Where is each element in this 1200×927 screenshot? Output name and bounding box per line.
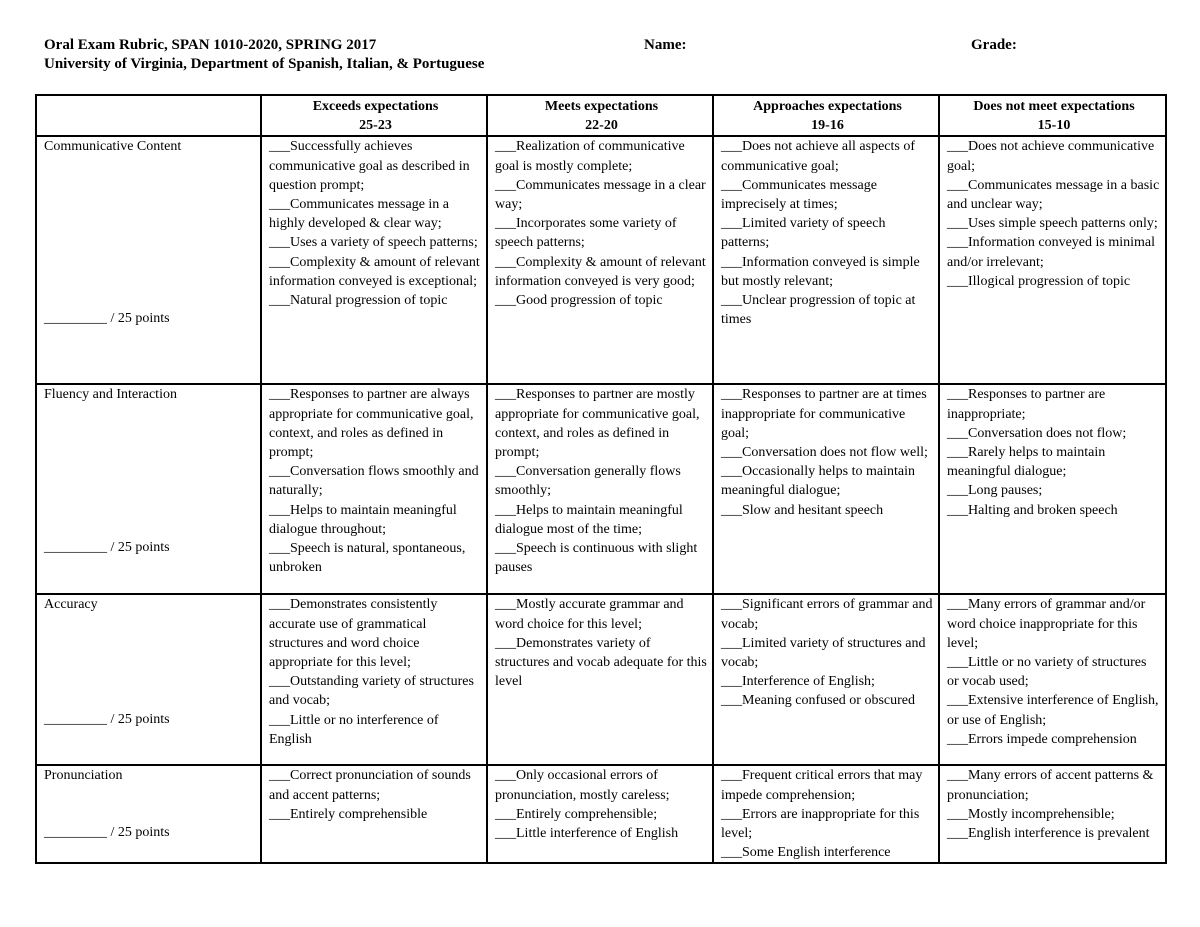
grade-label: Grade:: [971, 37, 1017, 53]
descriptor-item: ___Occasionally helps to maintain meaningful dialogue;: [721, 464, 916, 499]
descriptor-item: ___Extensive interference of English, or use of English;: [947, 693, 1159, 728]
descriptor-item: ___Limited variety of speech patterns;: [721, 216, 886, 251]
descriptor-item: ___Natural progression of topic: [269, 293, 448, 309]
descriptor-cell: [487, 384, 713, 594]
rubric-row-pronunciation: [36, 765, 1166, 863]
descriptor-item: ___Illogical progression of topic: [947, 273, 1131, 289]
descriptor-item: ___Correct pronunciation of sounds and accent patterns;: [269, 768, 471, 803]
column-header-meets: [487, 95, 713, 136]
criterion-name: Pronunciation: [44, 768, 123, 784]
descriptor-item: ___Responses to partner are at times inappropriate for communicative goal;: [721, 387, 927, 441]
descriptor-item: ___Errors are inappropriate for this level;: [721, 806, 920, 842]
column-header-exceeds: [261, 95, 487, 136]
descriptor-item: ___Rarely helps to maintain meaningful dialogue;: [947, 445, 1106, 480]
rubric-table: [35, 94, 1167, 864]
descriptor-item: ___Information conveyed is simple but mostly relevant;: [721, 254, 920, 289]
descriptor-item: ___Does not achieve communicative goal;: [947, 139, 1155, 174]
descriptor-item: ___Communicates message in a basic and unclear way;: [947, 177, 1160, 213]
column-range: 25-23: [359, 118, 392, 134]
criterion-cell: [36, 136, 261, 384]
column-range: 19-16: [811, 118, 844, 134]
descriptor-item: ___Frequent critical errors that may impede comprehension;: [721, 768, 923, 803]
document-header: [44, 36, 1164, 74]
descriptor-cell: [713, 136, 939, 384]
descriptor-item: ___Outstanding variety of structures and vocab;: [269, 674, 474, 709]
descriptor-item: ___Uses simple speech patterns only;: [947, 216, 1158, 232]
descriptor-item: ___Little or no variety of structures or vocab used;: [947, 655, 1147, 690]
points-blank: _________ / 25 points: [44, 540, 170, 556]
descriptor-item: ___Complexity & amount of relevant information conveyed is very good;: [495, 254, 706, 289]
descriptor-cell: [939, 765, 1166, 863]
name-label: Name:: [644, 37, 687, 53]
column-range: 22-20: [585, 118, 618, 134]
criterion-name: Fluency and Interaction: [44, 387, 177, 403]
descriptor-item: ___Communicates message imprecisely at times;: [721, 177, 877, 213]
criterion-name: Accuracy: [44, 597, 98, 613]
descriptor-item: ___Successfully achieves communicative goal as described in question prompt;: [269, 139, 470, 193]
column-header-does-not-meet: [939, 95, 1166, 136]
descriptor-item: ___Good progression of topic: [495, 293, 663, 309]
descriptor-cell: [939, 136, 1166, 384]
points-blank: _________ / 25 points: [44, 825, 170, 841]
descriptor-item: ___Mostly accurate grammar and word choice for this level;: [495, 597, 684, 632]
descriptor-item: ___Little interference of English: [495, 826, 679, 842]
header-line-1: [44, 36, 1164, 55]
descriptor-item: ___Entirely comprehensible;: [495, 806, 658, 822]
criterion-header-cell: [36, 95, 261, 136]
document-title: Oral Exam Rubric, SPAN 1010-2020, SPRING 2017: [44, 37, 377, 53]
descriptor-cell: [261, 384, 487, 594]
descriptor-item: ___Halting and broken speech: [947, 502, 1118, 518]
document-subtitle: University of Virginia, Department of Spanish, Italian, & Portuguese: [44, 56, 485, 72]
descriptor-item: ___Slow and hesitant speech: [721, 502, 884, 518]
rubric-row-fluency-interaction: [36, 384, 1166, 594]
descriptor-item: ___Communicates message in a clear way;: [495, 177, 706, 213]
descriptor-cell: [261, 765, 487, 863]
descriptor-item: ___Conversation does not flow well;: [721, 445, 928, 461]
descriptor-cell: [261, 594, 487, 765]
descriptor-item: ___Some English interference: [721, 845, 891, 861]
descriptor-item: ___Unclear progression of topic at times: [721, 293, 916, 328]
descriptor-item: ___English interference is prevalent: [947, 826, 1150, 842]
header-line-2: [44, 55, 1164, 74]
descriptor-cell: [487, 765, 713, 863]
points-blank: _________ / 25 points: [44, 712, 170, 728]
descriptor-cell: [487, 136, 713, 384]
descriptor-item: ___Demonstrates consistently accurate use of grammatical structures and word choice appropriate for this level;: [269, 597, 438, 671]
descriptor-cell: [939, 384, 1166, 594]
descriptor-cell: [487, 594, 713, 765]
descriptor-item: ___Information conveyed is minimal and/or irrelevant;: [947, 235, 1156, 270]
descriptor-item: ___Long pauses;: [947, 483, 1043, 499]
column-label: Exceeds expectations: [312, 99, 439, 114]
descriptor-item: ___Significant errors of grammar and vocab;: [721, 597, 933, 632]
descriptor-item: ___Conversation generally flows smoothly;: [495, 464, 681, 499]
rubric-row-communicative-content: [36, 136, 1166, 384]
descriptor-item: ___Meaning confused or obscured: [721, 693, 916, 709]
descriptor-cell: [939, 594, 1166, 765]
descriptor-cell: [713, 765, 939, 863]
descriptor-item: ___Many errors of grammar and/or word choice inappropriate for this level;: [947, 597, 1146, 651]
criterion-cell: [36, 594, 261, 765]
descriptor-cell: [713, 384, 939, 594]
descriptor-item: ___Communicates message in a highly developed & clear way;: [269, 197, 450, 232]
descriptor-item: ___Responses to partner are always appropriate for communicative goal, context, and roles as defined in prompt;: [269, 387, 474, 461]
descriptor-item: ___Responses to partner are inappropriate;: [947, 387, 1106, 422]
descriptor-item: ___Limited variety of structures and vocab;: [721, 635, 926, 671]
descriptor-item: ___Speech is natural, spontaneous, unbroken: [269, 541, 466, 576]
descriptor-cell: [261, 136, 487, 384]
descriptor-cell: [713, 594, 939, 765]
descriptor-item: ___Little or no interference of English: [269, 712, 439, 747]
column-label: Approaches expectations: [753, 99, 902, 114]
descriptor-item: ___Many errors of accent patterns & pronunciation;: [947, 768, 1154, 803]
descriptor-item: ___Mostly incomprehensible;: [947, 806, 1115, 822]
criterion-cell: [36, 765, 261, 863]
descriptor-item: ___Conversation does not flow;: [947, 425, 1127, 441]
column-label: Does not meet expectations: [973, 99, 1135, 114]
criterion-name: Communicative Content: [44, 139, 182, 155]
criterion-cell: [36, 384, 261, 594]
descriptor-item: ___Entirely comprehensible: [269, 806, 428, 822]
rubric-header-row: [36, 95, 1166, 136]
column-header-approaches: [713, 95, 939, 136]
descriptor-item: ___Conversation flows smoothly and naturally;: [269, 464, 479, 499]
descriptor-item: ___Realization of communicative goal is mostly complete;: [495, 139, 685, 174]
descriptor-item: ___Errors impede comprehension: [947, 731, 1137, 747]
descriptor-item: ___Incorporates some variety of speech patterns;: [495, 216, 677, 251]
descriptor-item: ___Responses to partner are mostly appropriate for communicative goal, context, and roles as defined in prompt;: [495, 387, 700, 461]
descriptor-item: ___Helps to maintain meaningful dialogue throughout;: [269, 502, 457, 537]
descriptor-item: ___Interference of English;: [721, 674, 875, 690]
rubric-row-accuracy: [36, 594, 1166, 765]
descriptor-item: ___Demonstrates variety of structures and vocab adequate for this level: [495, 635, 707, 690]
descriptor-item: ___Helps to maintain meaningful dialogue most of the time;: [495, 502, 683, 537]
descriptor-item: ___Complexity & amount of relevant information conveyed is exceptional;: [269, 254, 480, 289]
column-label: Meets expectations: [544, 99, 659, 114]
descriptor-item: ___Only occasional errors of pronunciation, mostly careless;: [495, 768, 670, 803]
column-range: 15-10: [1037, 118, 1071, 134]
points-blank: _________ / 25 points: [44, 311, 170, 327]
descriptor-item: ___Does not achieve all aspects of communicative goal;: [721, 139, 915, 174]
descriptor-item: ___Uses a variety of speech patterns;: [269, 235, 478, 251]
descriptor-item: ___Speech is continuous with slight pauses: [495, 541, 698, 576]
